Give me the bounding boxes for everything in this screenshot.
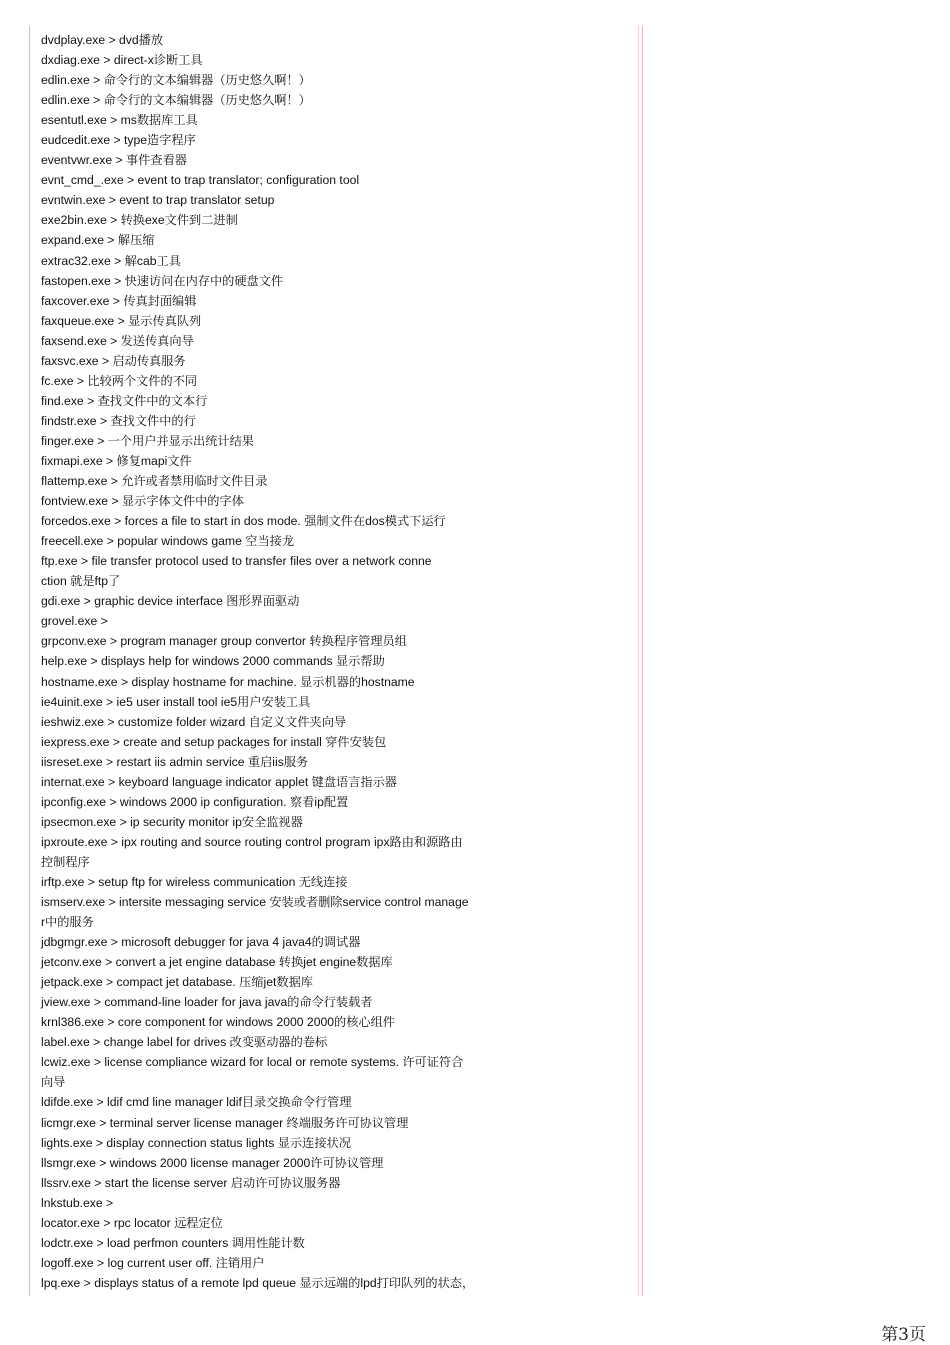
- text-line: ipxroute.exe > ipx routing and source routing control program ipx路由和源路由: [41, 834, 463, 849]
- text-line: faxqueue.exe > 显示传真队列: [41, 313, 202, 328]
- text-line: ction 就是ftp了: [41, 574, 121, 589]
- document-body: [41, 30, 501, 1293]
- text-line: dvdplay.exe > dvd播放: [41, 33, 164, 47]
- text-line: dxdiag.exe > direct-x诊断工具: [41, 53, 203, 68]
- text-line: krnl386.exe > core component for windows 2000 2000的核心组件: [41, 1015, 395, 1030]
- text-line: ipconfig.exe > windows 2000 ip configuration. 察看ip配置: [41, 794, 349, 809]
- text-line: 控制程序: [41, 854, 90, 869]
- text-line: fc.exe > 比较两个文件的不同: [41, 373, 198, 388]
- page-number: 第3页: [881, 1325, 926, 1345]
- text-line: lcwiz.exe > license compliance wizard for local or remote systems. 许可证符合: [41, 1055, 464, 1070]
- text-line: ipsecmon.exe > ip security monitor ip安全监视器: [41, 814, 303, 829]
- text-line: flattemp.exe > 允许或者禁用临时文件目录: [41, 474, 268, 489]
- text-line: jdbgmgr.exe > microsoft debugger for java 4 java4的调试器: [41, 935, 361, 950]
- text-line: grpconv.exe > program manager group convertor 转换程序管理员组: [41, 634, 407, 649]
- text-line: lights.exe > display connection status lights 显示连接状况: [41, 1135, 351, 1150]
- text-line: 向导: [41, 1075, 66, 1090]
- text-line: iexpress.exe > create and setup packages for install 穿件安装包: [41, 734, 387, 749]
- text-line: lpq.exe > displays status of a remote lpd queue 显示远端的lpd打印队列的状态，: [41, 1275, 475, 1290]
- text-line: edlin.exe > 命令行的文本编辑器（历史悠久啊！）: [41, 73, 311, 88]
- text-line: faxsvc.exe > 启动传真服务: [41, 353, 186, 368]
- text-line: locator.exe > rpc locator 远程定位: [41, 1215, 223, 1230]
- text-line: logoff.exe > log current user off. 注销用户: [41, 1255, 265, 1270]
- text-line: help.exe > displays help for windows 2000 commands 显示帮助: [41, 654, 385, 669]
- text-line: extrac32.exe > 解cab工具: [41, 253, 181, 268]
- text-line: fixmapi.exe > 修复mapi文件: [41, 453, 192, 468]
- text-line: lnkstub.exe >: [41, 1195, 114, 1210]
- text-line: ismserv.exe > intersite messaging service 安装或者删除service control manage: [41, 895, 469, 910]
- text-line: fontview.exe > 显示字体文件中的字体: [41, 494, 244, 509]
- text-line: gdi.exe > graphic device interface 图形界面驱动: [41, 594, 300, 609]
- text-line: faxsend.exe > 发送传真向导: [41, 333, 194, 348]
- text-line: find.exe > 查找文件中的文本行: [41, 393, 208, 408]
- text-line: internat.exe > keyboard language indicator applet 键盘语言指示器: [41, 774, 397, 789]
- text-line: edlin.exe > 命令行的文本编辑器（历史悠久啊！）: [41, 93, 311, 108]
- text-line: fastopen.exe > 快速访问在内存中的硬盘文件: [41, 273, 284, 288]
- text-line: ldifde.exe > ldif cmd line manager ldif目录交换命令行管理: [41, 1095, 352, 1110]
- text-line: r中的服务: [41, 915, 94, 930]
- text-line: licmgr.exe > terminal server license manager 终端服务许可协议管理: [41, 1115, 409, 1130]
- text-line: grovel.exe >: [41, 614, 108, 629]
- text-line: jetconv.exe > convert a jet engine database 转换jet engine数据库: [41, 955, 393, 970]
- text-line: jetpack.exe > compact jet database. 压缩jet数据库: [41, 975, 313, 990]
- text-line: ftp.exe > file transfer protocol used to transfer files over a network conne: [41, 554, 432, 569]
- text-line: irftp.exe > setup ftp for wireless communication 无线连接: [41, 874, 348, 889]
- text-line: llsmgr.exe > windows 2000 license manager 2000许可协议管理: [41, 1155, 384, 1170]
- text-line: eudcedit.exe > type造字程序: [41, 133, 196, 148]
- text-line: forcedos.exe > forces a file to start in dos mode. 强制文件在dos模式下运行: [41, 514, 446, 529]
- text-line: faxcover.exe > 传真封面编辑: [41, 293, 197, 308]
- text-line: exe2bin.exe > 转换exe文件到二进制: [41, 213, 238, 228]
- text-line: freecell.exe > popular windows game 空当接龙: [41, 534, 295, 549]
- text-line: eventvwr.exe > 事件查看器: [41, 153, 187, 168]
- text-line: evnt_cmd_.exe > event to trap translator; configuration tool: [41, 173, 360, 188]
- text-line: llssrv.exe > start the license server 启动许可协议服务器: [41, 1175, 341, 1190]
- text-line: ieshwiz.exe > customize folder wizard 自定义文件夹向导: [41, 714, 347, 729]
- text-line: findstr.exe > 查找文件中的行: [41, 413, 196, 428]
- text-line: ie4uinit.exe > ie5 user install tool ie5用户安装工具: [41, 694, 311, 709]
- text-line: evntwin.exe > event to trap translator setup: [41, 193, 275, 208]
- text-line: finger.exe > 一个用户并显示出统计结果: [41, 433, 254, 448]
- text-line: iisreset.exe > restart iis admin service 重启iis服务: [41, 754, 309, 769]
- text-line: expand.exe > 解压缩: [41, 233, 155, 248]
- text-line: lodctr.exe > load perfmon counters 调用性能计数: [41, 1235, 305, 1250]
- text-line: label.exe > change label for drives 改变驱动器的卷标: [41, 1035, 328, 1050]
- text-line: jview.exe > command-line loader for java java的命令行装载者: [41, 995, 373, 1010]
- text-line: esentutl.exe > ms数据库工具: [41, 113, 198, 128]
- text-line: hostname.exe > display hostname for machine. 显示机器的hostname: [41, 674, 415, 689]
